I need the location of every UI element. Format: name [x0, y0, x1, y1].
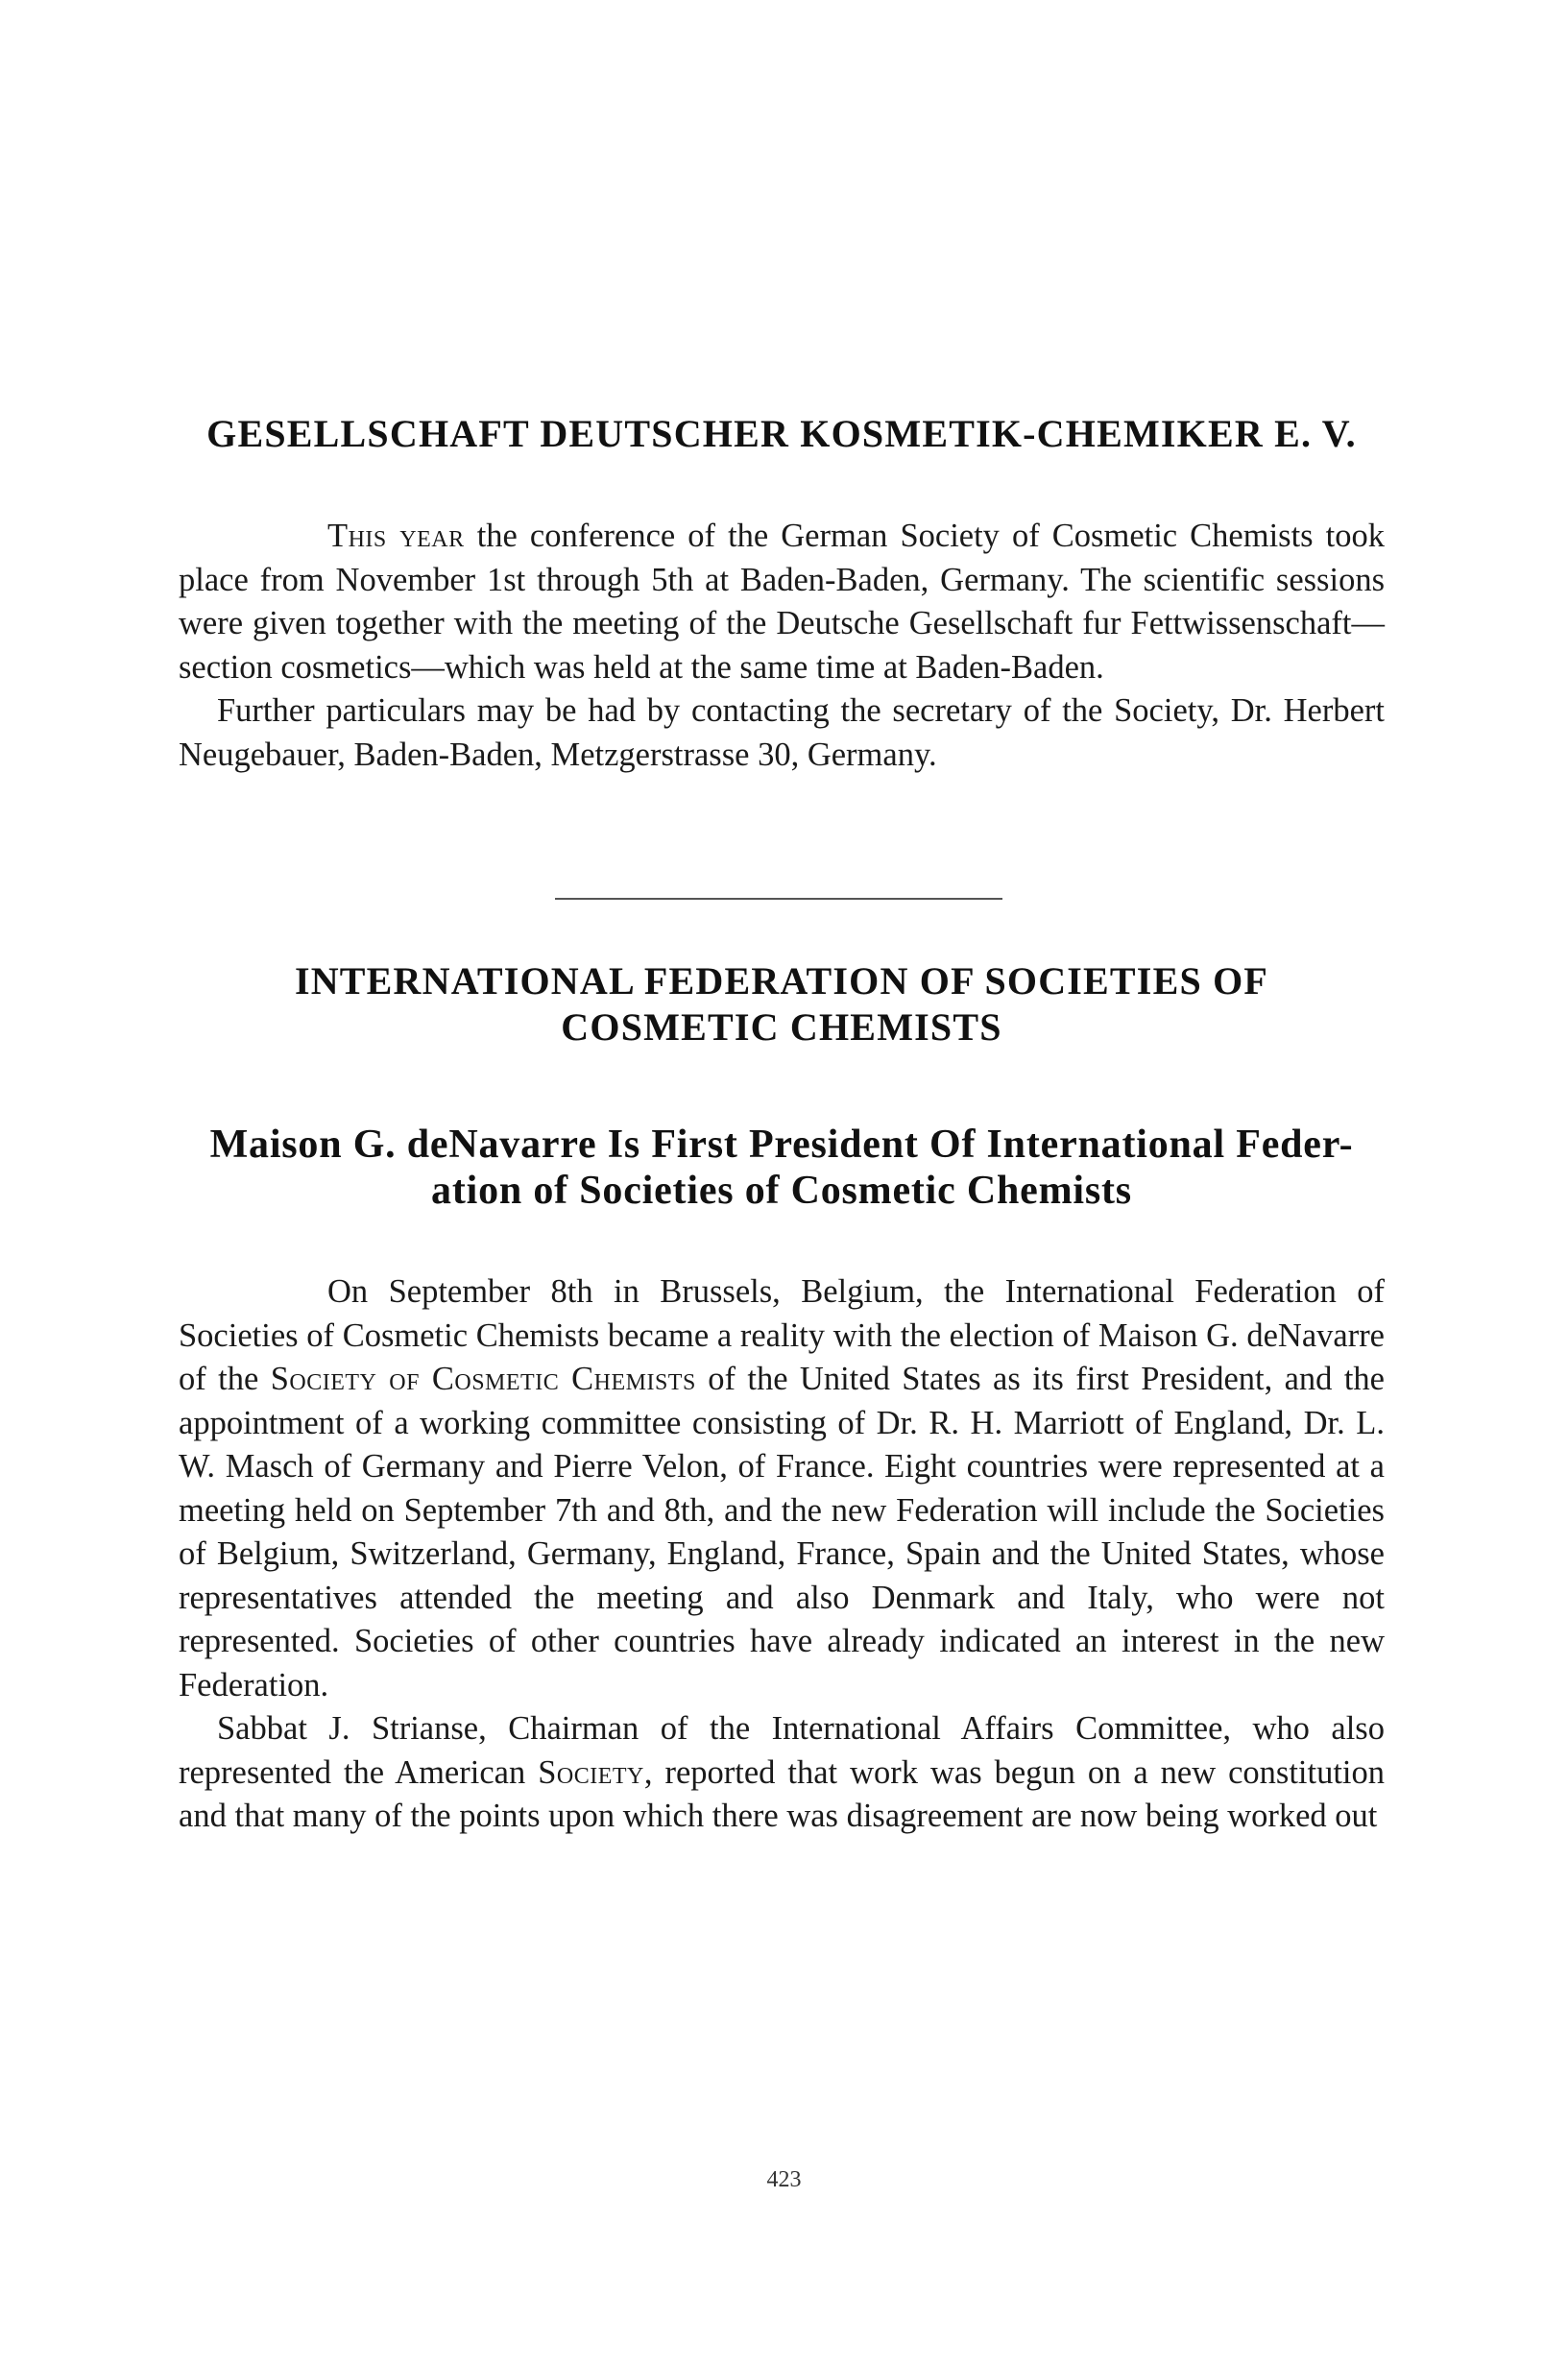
section-federation-body	[179, 1270, 1385, 1839]
page-number: 423	[766, 2167, 802, 2192]
section-divider	[555, 898, 1002, 900]
article-subtitle-line: ation of Societies of Cosmetic Chemists	[431, 1169, 1132, 1213]
paragraph-text: of the United States as its first President, and the appointment of a working committee consisting of Dr. R. H. Marriott of England, Dr. L. W. Masch of Germany and Pierre Velon, of France. Eight countries were represented at a meeting held on September 7th and 8th, and the new Federation will include the Societies of Belgium, Switzerland, Germany, England, France, Spain and the United States, whose representatives attended the meeting and also Denmark and Italy, who were not represented. Societies of other countries have already indicated an interest in the new Federation.	[179, 1361, 1385, 1703]
paragraph-election	[179, 1270, 1385, 1707]
paragraph-strianse	[179, 1707, 1385, 1839]
article-subtitle	[179, 1122, 1385, 1214]
article-subtitle-line: Maison G. deNavarre Is First President Of International Feder-	[209, 1123, 1354, 1167]
section-title-line: INTERNATIONAL FEDERATION OF SOCIETIES OF	[294, 959, 1269, 1002]
paragraph-contact: Further particulars may be had by contacting the secretary of the Society, Dr. Herbert Neugebauer, Baden-Baden, Metzgerstrasse 30, Germany.	[179, 692, 1385, 773]
paragraph-text: On September 8th in Brussels, Belgium, the International Federation of Societies of Cosmetic Chemists became a reality with the election of Maison G. deNavarre of the	[179, 1273, 1385, 1397]
society-name-small-caps: Society of Cosmetic Chemists	[270, 1361, 696, 1397]
paragraph-conference	[179, 515, 1385, 689]
paragraph-text: the conference of the German Society of Cosmetic Chemists took place from November 1st through 5th at Baden-Baden, Germany. The scientific sessions were given together with the meeting of the Deutsche Gesellschaft fur Fettwissenschaft—section cosmetics—which was held at the same time at Baden-Baden.	[179, 518, 1385, 686]
section-title-international-federation	[179, 958, 1385, 1051]
society-small-caps: Society	[538, 1753, 644, 1791]
paragraph-lead-small-caps: This year	[327, 518, 465, 554]
section-gesellschaft-body	[179, 515, 1385, 777]
section-title-line: COSMETIC CHEMISTS	[561, 1005, 1002, 1049]
paragraph-text: , reported that work was begun on a new constitution and that many of the points upon which there was disagreement are now being worked out	[179, 1753, 1386, 1834]
section-title-gesellschaft: GESELLSCHAFT DEUTSCHER KOSMETIK-CHEMIKER E. V.	[206, 412, 1357, 455]
paragraph-text: Sabbat J. Strianse, Chairman of the International Affairs Committee, who also represented the American	[179, 1710, 1385, 1791]
